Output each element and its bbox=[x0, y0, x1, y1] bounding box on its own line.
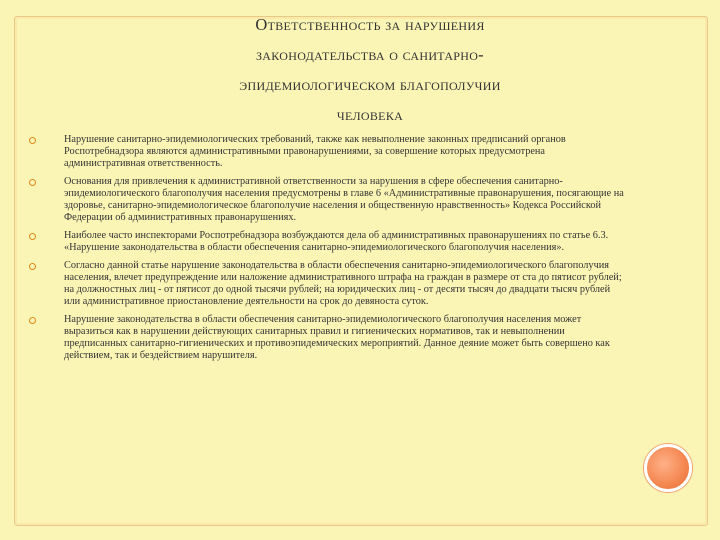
bullet-text: Нарушение законодательства в области обеспечения санитарно-эпидемиологического благополучия населения может выразиться как в нарушении действующих санитарных правил и гигиенических нормативов, так и невыполнении предписанных санитарно-гигиенических и противоэпидемических мероприятий. Данное деяние может быть совершено как действием, так и бездействием нарушителя. bbox=[64, 314, 610, 361]
bullet-item bbox=[24, 134, 624, 170]
bullet-item bbox=[24, 176, 624, 224]
bullet-item bbox=[24, 260, 624, 308]
title-line: человека bbox=[336, 105, 404, 124]
title-line: Ответственность за нарушения bbox=[255, 15, 485, 34]
bullet-circle-icon bbox=[29, 263, 36, 270]
title-line: эпидемиологическом благополучии bbox=[239, 75, 501, 94]
bullet-circle-icon bbox=[29, 137, 36, 144]
bullet-circle-icon bbox=[29, 317, 36, 324]
bullet-circle-icon bbox=[29, 179, 36, 186]
bullet-text: Согласно данной статье нарушение законодательства в области обеспечения санитарно-эпидемиологического благополучия населения, влечет предупреждение или наложение административного штрафа на граждан в размере от ста до пятисот рублей; на должностных лиц - от пятисот до одной тысячи рублей; на юридических лиц - от десяти тысяч до двадцати тысяч рублей или административное приостановление деятельности на срок до девяноста суток. bbox=[64, 260, 622, 307]
bullet-text: Наиболее часто инспекторами Роспотребнадзора возбуждаются дела об административных правонарушениях по статье 6.3. «Нарушение законодательства в области обеспечения санитарно-эпидемиологического благополучия населения». bbox=[64, 230, 609, 253]
bullet-text: Нарушение санитарно-эпидемиологических требований, также как невыполнение законных предписаний органов Роспотребнадзора являются административными правонарушениями, за совершение которых предусмотрена административная ответственность. bbox=[64, 134, 566, 169]
bullet-text: Основания для привлечения к административной ответственности за нарушения в сфере обеспечения санитарно-эпидемиологического благополучия населения предусмотрены в главе 6 «Административные правонарушения, посягающие на здоровье, санитарно-эпидемиологическое благополучие населения и общественную нравственность» Кодекса Российской Федерации об административных правонарушениях. bbox=[64, 176, 624, 223]
bullet-circle-icon bbox=[29, 233, 36, 240]
bullet-item bbox=[24, 230, 624, 254]
title-line: законодательства о санитарно- bbox=[256, 45, 484, 64]
slide-title bbox=[60, 10, 680, 130]
bullet-list bbox=[24, 134, 624, 368]
bullet-item bbox=[24, 314, 624, 362]
decorative-circle-icon bbox=[644, 444, 692, 492]
